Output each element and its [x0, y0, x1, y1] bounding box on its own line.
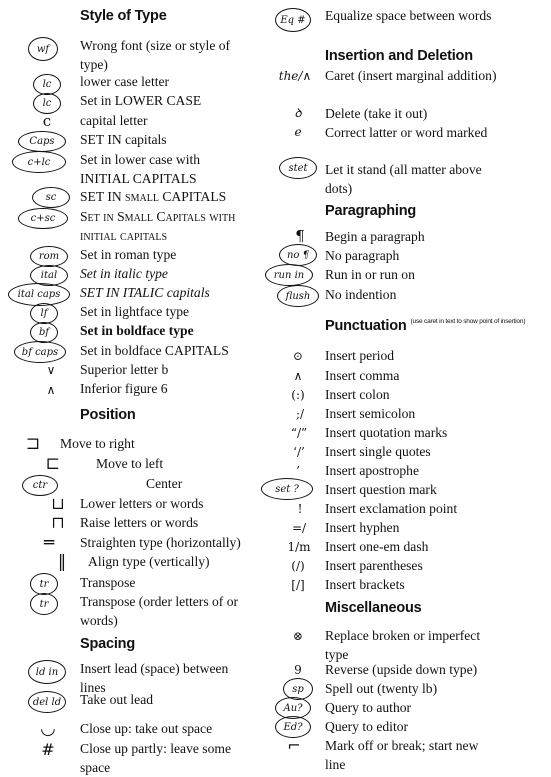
colon-icon: (:) [291, 387, 305, 402]
entry-equalize-space: Equalize space between words [325, 8, 492, 23]
entry-wrong-font: Wrong font (size or style of type) [80, 38, 231, 72]
entry-lower-letters: Lower letters or words [80, 496, 204, 511]
mark-off-break-icon: ⌐ [287, 736, 301, 755]
mark-lc-oval: lc [33, 74, 61, 95]
entry-run-in: Run in or run on [325, 267, 415, 282]
entry-center: Center [146, 476, 183, 491]
single-quotes-icon: ‘/’ [293, 444, 305, 459]
mark-lc-oval-2: lc [33, 93, 61, 114]
entry-insert-colon: Insert colon [325, 387, 390, 402]
entry-move-left: Move to left [96, 456, 164, 471]
mark-ctr-oval: ctr [22, 475, 58, 496]
entry-set-lower-case: Set in LOWER CASE [80, 93, 202, 108]
raise-letters-icon: ⊓ [51, 513, 65, 532]
period-icon: ⊙ [292, 348, 304, 363]
entry-superior-letter: Superior letter b [80, 362, 169, 377]
mark-caps-oval: Caps [18, 131, 66, 152]
mark-bf-caps-oval: bf caps [14, 341, 66, 363]
mark-c-sc-oval: c+sc [18, 208, 68, 229]
quotation-marks-icon: “/” [290, 425, 308, 440]
mark-tr-oval-2: tr [30, 593, 58, 615]
entry-correct-letter: Correct latter or word marked [325, 125, 488, 140]
entry-insert-hyphen: Insert hyphen [325, 520, 400, 535]
entry-close-up-partly: Close up partly: leave some space [80, 741, 232, 775]
mark-flush-oval: flush [277, 285, 319, 307]
mark-caret: the/∧ [278, 68, 312, 83]
mark-c-lc-oval: c+lc [12, 151, 66, 173]
mark-ital-oval: ital [30, 265, 68, 286]
mark-cap-c: c [42, 111, 52, 130]
entry-inferior-figure: Inferior figure 6 [80, 381, 168, 396]
entry-lower-case-initial-caps: Set in lower case with INITIAL CAPITALS [80, 152, 201, 186]
entry-raise-letters: Raise letters or words [80, 515, 199, 530]
entry-insert-semicolon: Insert semicolon [325, 406, 416, 421]
move-left-icon: ⊏ [45, 453, 61, 474]
entry-mark-off-break: Mark off or break; start new line [325, 738, 479, 772]
brackets-icon: [/] [291, 577, 305, 592]
entry-close-up: Close up: take out space [80, 721, 213, 736]
mark-sp-oval: sp [283, 678, 313, 700]
entry-boldface-capitals: Set in boldface CAPITALS [80, 343, 229, 358]
mark-tr-oval: tr [30, 573, 58, 595]
entry-capital-letter: capital letter [80, 113, 148, 128]
entry-roman-type: Set in roman type [80, 247, 177, 262]
paragraph-icon: ¶ [295, 226, 305, 245]
em-dash-icon: 1/m [287, 539, 311, 554]
entry-no-indention: No indention [325, 287, 397, 302]
straighten-icon: ═ [43, 532, 55, 553]
mark-ital-caps-oval: ital caps [8, 283, 70, 306]
apostrophe-icon: ’ [296, 463, 300, 478]
align-vertical-icon: ‖ [57, 551, 67, 572]
mark-query-editor-oval: Ed? [275, 716, 311, 738]
mark-no-paragraph-oval: no ¶ [279, 244, 317, 266]
entry-insert-exclamation: Insert exclamation point [325, 501, 458, 516]
heading-position: Position [80, 407, 136, 423]
entry-begin-paragraph: Begin a paragraph [325, 229, 425, 244]
mark-query-author-oval: Au? [275, 697, 311, 719]
mark-stet-oval: stet [279, 157, 317, 179]
mark-sc-oval: sc [32, 187, 70, 208]
entry-transpose-order: Transpose (order letters of or words) [80, 594, 239, 628]
entry-insert-brackets: Insert brackets [325, 577, 405, 592]
close-up-partly-icon: # [41, 740, 55, 759]
mark-ld-in-oval: ld in [28, 660, 66, 684]
entry-insert-comma: Insert comma [325, 368, 400, 383]
entry-small-capitals: SET IN small CAPITALS [80, 189, 227, 204]
heading-style-of-type: Style of Type [80, 8, 167, 24]
semicolon-icon: ;/ [295, 406, 305, 421]
entry-reverse: Reverse (upside down type) [325, 662, 478, 677]
mark-rom-oval: rom [30, 246, 68, 267]
mark-correct-e: e [294, 124, 302, 139]
entry-set-in-capitals: SET IN capitals [80, 132, 167, 147]
close-up-icon: ◡ [40, 718, 56, 739]
entry-query-author: Query to author [325, 700, 412, 715]
entry-insert-parentheses: Insert parentheses [325, 558, 423, 573]
entry-italic-capitals: SET IN ITALIC capitals [80, 285, 210, 300]
entry-take-out-lead: Take out lead [80, 692, 154, 707]
inferior-mark-icon: ∧ [46, 382, 56, 397]
entry-delete: Delete (take it out) [325, 106, 428, 121]
move-right-icon: ⊐ [25, 433, 41, 454]
entry-move-right: Move to right [60, 436, 135, 451]
heading-punctuation [325, 318, 551, 334]
reverse-icon: 9 [294, 662, 302, 677]
superior-mark-icon: ∨ [46, 362, 56, 377]
lower-letters-icon: ⊔ [51, 494, 65, 513]
parentheses-icon: (/) [291, 558, 305, 573]
entry-let-it-stand: Let it stand (all matter above dots) [325, 162, 482, 196]
entry-insert-single-quotes: Insert single quotes [325, 444, 431, 459]
exclamation-icon: ! [297, 501, 303, 516]
entry-insert-apostrophe: Insert apostrophe [325, 463, 419, 478]
entry-caret: Caret (insert marginal addition) [325, 68, 497, 83]
entry-italic-type: Set in italic type [80, 266, 168, 281]
heading-paragraphing: Paragraphing [325, 203, 417, 219]
mark-bf-oval: bf [30, 322, 58, 343]
delete-icon: ꝺ [294, 106, 302, 120]
mark-eq-space-oval: Eq # [275, 8, 311, 32]
punctuation-title: Punctuation [325, 318, 407, 334]
entry-boldface-type: Set in boldface type [80, 323, 194, 338]
heading-miscellaneous: Miscellaneous [325, 600, 422, 616]
entry-straighten-type: Straighten type (horizontally) [80, 535, 241, 550]
comma-icon: ∧ [293, 368, 303, 383]
entry-insert-quotation-marks: Insert quotation marks [325, 425, 448, 440]
heading-spacing: Spacing [80, 636, 135, 652]
mark-lf-oval: lf [30, 303, 58, 324]
hyphen-icon: =/ [291, 520, 307, 535]
entry-insert-period: Insert period [325, 348, 395, 363]
mark-del-ld-oval: del ld [28, 691, 66, 713]
entry-no-paragraph: No paragraph [325, 248, 400, 263]
mark-wf-oval: wf [28, 37, 58, 61]
punctuation-note: (use caret in text to show point of insertion) [410, 318, 526, 325]
entry-lightface-type: Set in lightface type [80, 304, 190, 319]
entry-insert-em-dash: Insert one-em dash [325, 539, 429, 554]
entry-lower-case-letter: lower case letter [80, 74, 170, 89]
heading-insertion-deletion: Insertion and Deletion [325, 48, 473, 64]
entry-spell-out: Spell out (twenty lb) [325, 681, 438, 696]
entry-align-type: Align type (vertically) [88, 554, 210, 569]
mark-question-oval: set ? [261, 478, 313, 500]
entry-query-editor: Query to editor [325, 719, 409, 734]
entry-transpose: Transpose [80, 575, 136, 590]
replace-broken-icon: ⊗ [292, 628, 304, 643]
entry-small-caps-initial: Set in Small Capitals with initial capitals [80, 209, 236, 243]
entry-insert-lead: Insert lead (space) between lines [80, 661, 229, 695]
mark-run-in-oval: run in [265, 264, 313, 286]
entry-replace-broken: Replace broken or imperfect type [325, 628, 481, 662]
entry-insert-question-mark: Insert question mark [325, 482, 437, 497]
